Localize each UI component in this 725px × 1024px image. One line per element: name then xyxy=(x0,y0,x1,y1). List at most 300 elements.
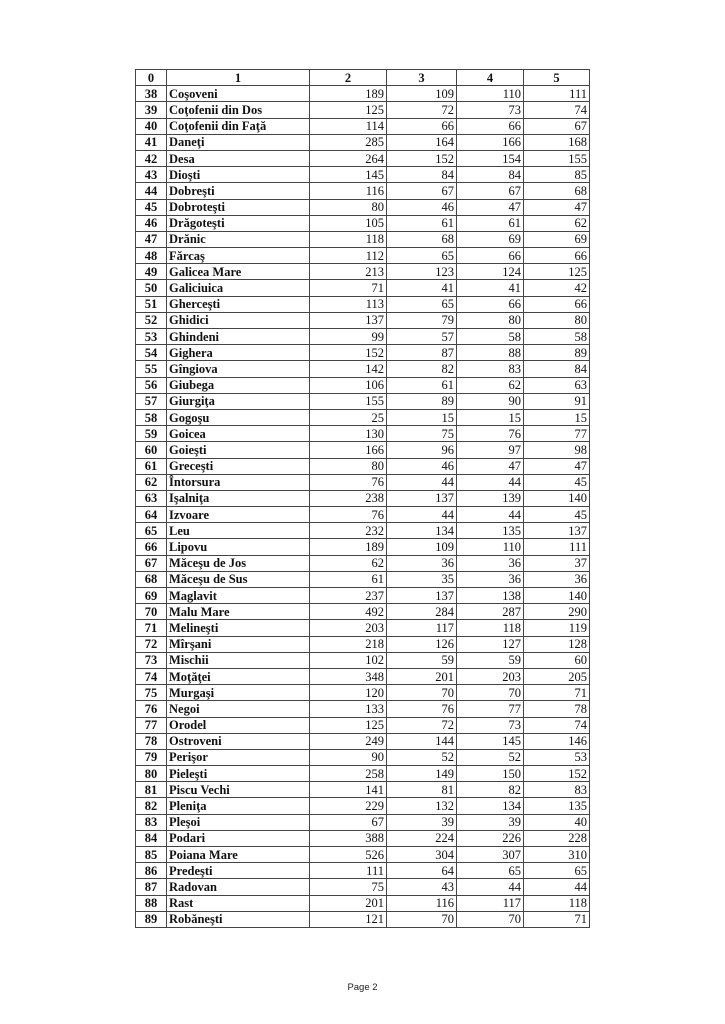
value-col-4-cell: 110 xyxy=(457,539,524,555)
table-row xyxy=(136,766,590,782)
value-col-5-cell: 67 xyxy=(524,118,590,134)
locality-name-cell: Giurgiţa xyxy=(167,393,310,409)
table-row xyxy=(136,652,590,668)
table-row xyxy=(136,895,590,911)
locality-name-cell: Galiciuica xyxy=(167,280,310,296)
value-col-4-cell: 307 xyxy=(457,847,524,863)
value-col-5-cell: 137 xyxy=(524,523,590,539)
table-row xyxy=(136,847,590,863)
value-col-2-cell: 348 xyxy=(310,668,387,684)
value-col-3-cell: 52 xyxy=(387,749,457,765)
value-col-3-cell: 61 xyxy=(387,215,457,231)
value-col-5-cell: 78 xyxy=(524,701,590,717)
value-col-5-cell: 98 xyxy=(524,442,590,458)
table-row xyxy=(136,879,590,895)
row-index-cell: 42 xyxy=(136,150,167,166)
value-col-5-cell: 71 xyxy=(524,685,590,701)
value-col-2-cell: 218 xyxy=(310,636,387,652)
value-col-4-cell: 61 xyxy=(457,215,524,231)
value-col-3-cell: 66 xyxy=(387,118,457,134)
table-row xyxy=(136,167,590,183)
table-row xyxy=(136,782,590,798)
value-col-4-cell: 88 xyxy=(457,345,524,361)
value-col-4-cell: 47 xyxy=(457,199,524,215)
value-col-3-cell: 224 xyxy=(387,830,457,846)
locality-name-cell: Întorsura xyxy=(167,474,310,490)
value-col-4-cell: 83 xyxy=(457,361,524,377)
value-col-5-cell: 119 xyxy=(524,620,590,636)
value-col-3-cell: 89 xyxy=(387,393,457,409)
table-row xyxy=(136,814,590,830)
value-col-4-cell: 44 xyxy=(457,507,524,523)
header-col-0: 0 xyxy=(136,70,167,86)
table-row xyxy=(136,749,590,765)
value-col-4-cell: 65 xyxy=(457,863,524,879)
table-row xyxy=(136,523,590,539)
value-col-5-cell: 15 xyxy=(524,409,590,425)
row-index-cell: 54 xyxy=(136,345,167,361)
value-col-2-cell: 166 xyxy=(310,442,387,458)
value-col-2-cell: 116 xyxy=(310,183,387,199)
locality-name-cell: Goieşti xyxy=(167,442,310,458)
value-col-2-cell: 67 xyxy=(310,814,387,830)
locality-name-cell: Ghindeni xyxy=(167,329,310,345)
value-col-2-cell: 125 xyxy=(310,102,387,118)
value-col-4-cell: 203 xyxy=(457,668,524,684)
value-col-2-cell: 213 xyxy=(310,264,387,280)
table-row xyxy=(136,863,590,879)
value-col-2-cell: 105 xyxy=(310,215,387,231)
value-col-3-cell: 65 xyxy=(387,296,457,312)
value-col-4-cell: 135 xyxy=(457,523,524,539)
table-row xyxy=(136,393,590,409)
value-col-2-cell: 137 xyxy=(310,312,387,328)
value-col-2-cell: 102 xyxy=(310,652,387,668)
row-index-cell: 71 xyxy=(136,620,167,636)
row-index-cell: 64 xyxy=(136,507,167,523)
table-row xyxy=(136,312,590,328)
locality-name-cell: Maglavit xyxy=(167,588,310,604)
row-index-cell: 74 xyxy=(136,668,167,684)
row-index-cell: 69 xyxy=(136,588,167,604)
value-col-3-cell: 116 xyxy=(387,895,457,911)
value-col-3-cell: 43 xyxy=(387,879,457,895)
value-col-3-cell: 72 xyxy=(387,102,457,118)
header-col-3: 3 xyxy=(387,70,457,86)
value-col-5-cell: 77 xyxy=(524,426,590,442)
table-row xyxy=(136,588,590,604)
value-col-5-cell: 71 xyxy=(524,911,590,927)
value-col-5-cell: 85 xyxy=(524,167,590,183)
value-col-3-cell: 57 xyxy=(387,329,457,345)
value-col-3-cell: 126 xyxy=(387,636,457,652)
value-col-4-cell: 82 xyxy=(457,782,524,798)
value-col-2-cell: 61 xyxy=(310,571,387,587)
value-col-4-cell: 97 xyxy=(457,442,524,458)
table-row xyxy=(136,571,590,587)
value-col-2-cell: 145 xyxy=(310,167,387,183)
value-col-5-cell: 140 xyxy=(524,588,590,604)
row-index-cell: 61 xyxy=(136,458,167,474)
locality-name-cell: Drăgoteşti xyxy=(167,215,310,231)
value-col-3-cell: 35 xyxy=(387,571,457,587)
value-col-3-cell: 137 xyxy=(387,588,457,604)
value-col-3-cell: 72 xyxy=(387,717,457,733)
value-col-5-cell: 65 xyxy=(524,863,590,879)
value-col-4-cell: 76 xyxy=(457,426,524,442)
locality-name-cell: Pieleşti xyxy=(167,766,310,782)
row-index-cell: 83 xyxy=(136,814,167,830)
row-index-cell: 82 xyxy=(136,798,167,814)
value-col-3-cell: 64 xyxy=(387,863,457,879)
value-col-3-cell: 70 xyxy=(387,685,457,701)
value-col-3-cell: 44 xyxy=(387,507,457,523)
locality-name-cell: Dioşti xyxy=(167,167,310,183)
value-col-2-cell: 249 xyxy=(310,733,387,749)
table-row xyxy=(136,183,590,199)
row-index-cell: 86 xyxy=(136,863,167,879)
value-col-4-cell: 66 xyxy=(457,118,524,134)
value-col-3-cell: 82 xyxy=(387,361,457,377)
table-body xyxy=(136,86,590,928)
value-col-2-cell: 232 xyxy=(310,523,387,539)
table-row xyxy=(136,296,590,312)
value-col-3-cell: 201 xyxy=(387,668,457,684)
table-row xyxy=(136,102,590,118)
value-col-3-cell: 39 xyxy=(387,814,457,830)
value-col-2-cell: 264 xyxy=(310,150,387,166)
row-index-cell: 89 xyxy=(136,911,167,927)
value-col-5-cell: 228 xyxy=(524,830,590,846)
value-col-5-cell: 146 xyxy=(524,733,590,749)
value-col-2-cell: 80 xyxy=(310,199,387,215)
value-col-3-cell: 68 xyxy=(387,231,457,247)
row-index-cell: 45 xyxy=(136,199,167,215)
table-row xyxy=(136,426,590,442)
table-row xyxy=(136,377,590,393)
value-col-2-cell: 113 xyxy=(310,296,387,312)
locality-name-cell: Dobroteşti xyxy=(167,199,310,215)
value-col-3-cell: 132 xyxy=(387,798,457,814)
value-col-3-cell: 149 xyxy=(387,766,457,782)
locality-name-cell: Leu xyxy=(167,523,310,539)
table-row xyxy=(136,555,590,571)
table-row xyxy=(136,539,590,555)
locality-name-cell: Podari xyxy=(167,830,310,846)
row-index-cell: 56 xyxy=(136,377,167,393)
value-col-3-cell: 109 xyxy=(387,539,457,555)
table-row xyxy=(136,134,590,150)
locality-name-cell: Pleniţa xyxy=(167,798,310,814)
locality-name-cell: Goicea xyxy=(167,426,310,442)
table-row xyxy=(136,490,590,506)
row-index-cell: 48 xyxy=(136,248,167,264)
table-row xyxy=(136,329,590,345)
value-col-5-cell: 84 xyxy=(524,361,590,377)
row-index-cell: 67 xyxy=(136,555,167,571)
value-col-2-cell: 114 xyxy=(310,118,387,134)
row-index-cell: 68 xyxy=(136,571,167,587)
value-col-5-cell: 111 xyxy=(524,539,590,555)
locality-name-cell: Melineşti xyxy=(167,620,310,636)
value-col-4-cell: 66 xyxy=(457,248,524,264)
value-col-4-cell: 287 xyxy=(457,604,524,620)
row-index-cell: 57 xyxy=(136,393,167,409)
table-header-row xyxy=(136,70,590,86)
locality-name-cell: Desa xyxy=(167,150,310,166)
value-col-5-cell: 60 xyxy=(524,652,590,668)
locality-name-cell: Gherceşti xyxy=(167,296,310,312)
value-col-5-cell: 89 xyxy=(524,345,590,361)
value-col-2-cell: 62 xyxy=(310,555,387,571)
value-col-3-cell: 164 xyxy=(387,134,457,150)
value-col-4-cell: 69 xyxy=(457,231,524,247)
value-col-4-cell: 58 xyxy=(457,329,524,345)
value-col-5-cell: 62 xyxy=(524,215,590,231)
value-col-2-cell: 25 xyxy=(310,409,387,425)
row-index-cell: 47 xyxy=(136,231,167,247)
locality-name-cell: Coţofenii din Dos xyxy=(167,102,310,118)
value-col-5-cell: 128 xyxy=(524,636,590,652)
value-col-5-cell: 53 xyxy=(524,749,590,765)
value-col-3-cell: 109 xyxy=(387,86,457,102)
header-col-5: 5 xyxy=(524,70,590,86)
locality-name-cell: Piscu Vechi xyxy=(167,782,310,798)
table-row xyxy=(136,231,590,247)
value-col-4-cell: 127 xyxy=(457,636,524,652)
value-col-4-cell: 66 xyxy=(457,296,524,312)
table-row xyxy=(136,733,590,749)
row-index-cell: 75 xyxy=(136,685,167,701)
value-col-5-cell: 205 xyxy=(524,668,590,684)
value-col-3-cell: 123 xyxy=(387,264,457,280)
table-row xyxy=(136,911,590,927)
value-col-4-cell: 70 xyxy=(457,685,524,701)
table-row xyxy=(136,701,590,717)
locality-name-cell: Perişor xyxy=(167,749,310,765)
value-col-4-cell: 84 xyxy=(457,167,524,183)
value-col-2-cell: 388 xyxy=(310,830,387,846)
table-row xyxy=(136,345,590,361)
table-row xyxy=(136,442,590,458)
locality-name-cell: Măceşu de Jos xyxy=(167,555,310,571)
row-index-cell: 38 xyxy=(136,86,167,102)
value-col-2-cell: 155 xyxy=(310,393,387,409)
value-col-5-cell: 45 xyxy=(524,474,590,490)
locality-name-cell: Malu Mare xyxy=(167,604,310,620)
value-col-3-cell: 79 xyxy=(387,312,457,328)
row-index-cell: 49 xyxy=(136,264,167,280)
row-index-cell: 84 xyxy=(136,830,167,846)
row-index-cell: 40 xyxy=(136,118,167,134)
locality-name-cell: Daneţi xyxy=(167,134,310,150)
table-row xyxy=(136,86,590,102)
value-col-5-cell: 74 xyxy=(524,102,590,118)
value-col-2-cell: 130 xyxy=(310,426,387,442)
value-col-3-cell: 67 xyxy=(387,183,457,199)
row-index-cell: 87 xyxy=(136,879,167,895)
value-col-2-cell: 90 xyxy=(310,749,387,765)
value-col-3-cell: 76 xyxy=(387,701,457,717)
locality-name-cell: Coşoveni xyxy=(167,86,310,102)
value-col-2-cell: 526 xyxy=(310,847,387,863)
page-number: Page 2 xyxy=(347,982,378,993)
value-col-4-cell: 166 xyxy=(457,134,524,150)
row-index-cell: 58 xyxy=(136,409,167,425)
value-col-4-cell: 47 xyxy=(457,458,524,474)
value-col-4-cell: 145 xyxy=(457,733,524,749)
data-table xyxy=(135,69,590,928)
value-col-4-cell: 52 xyxy=(457,749,524,765)
row-index-cell: 60 xyxy=(136,442,167,458)
locality-name-cell: Mischii xyxy=(167,652,310,668)
value-col-2-cell: 71 xyxy=(310,280,387,296)
table-row xyxy=(136,409,590,425)
value-col-4-cell: 124 xyxy=(457,264,524,280)
locality-name-cell: Gighera xyxy=(167,345,310,361)
row-index-cell: 70 xyxy=(136,604,167,620)
value-col-4-cell: 44 xyxy=(457,474,524,490)
row-index-cell: 78 xyxy=(136,733,167,749)
header-col-1: 1 xyxy=(167,70,310,86)
value-col-5-cell: 40 xyxy=(524,814,590,830)
row-index-cell: 52 xyxy=(136,312,167,328)
value-col-2-cell: 189 xyxy=(310,86,387,102)
value-col-2-cell: 99 xyxy=(310,329,387,345)
value-col-5-cell: 47 xyxy=(524,199,590,215)
locality-name-cell: Lipovu xyxy=(167,539,310,555)
value-col-5-cell: 37 xyxy=(524,555,590,571)
value-col-5-cell: 152 xyxy=(524,766,590,782)
locality-name-cell: Negoi xyxy=(167,701,310,717)
value-col-4-cell: 41 xyxy=(457,280,524,296)
value-col-3-cell: 46 xyxy=(387,458,457,474)
value-col-3-cell: 152 xyxy=(387,150,457,166)
row-index-cell: 43 xyxy=(136,167,167,183)
locality-name-cell: Ostroveni xyxy=(167,733,310,749)
value-col-4-cell: 134 xyxy=(457,798,524,814)
value-col-4-cell: 77 xyxy=(457,701,524,717)
value-col-3-cell: 304 xyxy=(387,847,457,863)
row-index-cell: 59 xyxy=(136,426,167,442)
value-col-4-cell: 36 xyxy=(457,555,524,571)
value-col-5-cell: 125 xyxy=(524,264,590,280)
header-col-2: 2 xyxy=(310,70,387,86)
row-index-cell: 88 xyxy=(136,895,167,911)
value-col-5-cell: 66 xyxy=(524,248,590,264)
locality-name-cell: Robăneşti xyxy=(167,911,310,927)
value-col-2-cell: 238 xyxy=(310,490,387,506)
table-row xyxy=(136,830,590,846)
value-col-3-cell: 65 xyxy=(387,248,457,264)
locality-name-cell: Poiana Mare xyxy=(167,847,310,863)
value-col-3-cell: 284 xyxy=(387,604,457,620)
value-col-4-cell: 150 xyxy=(457,766,524,782)
value-col-5-cell: 168 xyxy=(524,134,590,150)
row-index-cell: 63 xyxy=(136,490,167,506)
row-index-cell: 77 xyxy=(136,717,167,733)
table-row xyxy=(136,215,590,231)
value-col-4-cell: 62 xyxy=(457,377,524,393)
locality-name-cell: Işalniţa xyxy=(167,490,310,506)
value-col-4-cell: 90 xyxy=(457,393,524,409)
value-col-5-cell: 290 xyxy=(524,604,590,620)
locality-name-cell: Radovan xyxy=(167,879,310,895)
value-col-4-cell: 36 xyxy=(457,571,524,587)
row-index-cell: 85 xyxy=(136,847,167,863)
table-row xyxy=(136,620,590,636)
value-col-2-cell: 106 xyxy=(310,377,387,393)
value-col-2-cell: 201 xyxy=(310,895,387,911)
value-col-3-cell: 61 xyxy=(387,377,457,393)
locality-name-cell: Rast xyxy=(167,895,310,911)
value-col-3-cell: 70 xyxy=(387,911,457,927)
value-col-2-cell: 237 xyxy=(310,588,387,604)
row-index-cell: 46 xyxy=(136,215,167,231)
value-col-4-cell: 67 xyxy=(457,183,524,199)
value-col-5-cell: 91 xyxy=(524,393,590,409)
locality-name-cell: Moţăţei xyxy=(167,668,310,684)
value-col-4-cell: 15 xyxy=(457,409,524,425)
value-col-4-cell: 73 xyxy=(457,102,524,118)
value-col-2-cell: 80 xyxy=(310,458,387,474)
table-row xyxy=(136,507,590,523)
value-col-2-cell: 76 xyxy=(310,474,387,490)
value-col-4-cell: 226 xyxy=(457,830,524,846)
table-row xyxy=(136,458,590,474)
table-row xyxy=(136,636,590,652)
value-col-4-cell: 139 xyxy=(457,490,524,506)
row-index-cell: 72 xyxy=(136,636,167,652)
row-index-cell: 41 xyxy=(136,134,167,150)
row-index-cell: 80 xyxy=(136,766,167,782)
locality-name-cell: Fărcaş xyxy=(167,248,310,264)
row-index-cell: 51 xyxy=(136,296,167,312)
value-col-5-cell: 42 xyxy=(524,280,590,296)
value-col-3-cell: 81 xyxy=(387,782,457,798)
row-index-cell: 39 xyxy=(136,102,167,118)
table-row xyxy=(136,798,590,814)
table-row xyxy=(136,248,590,264)
value-col-5-cell: 135 xyxy=(524,798,590,814)
value-col-5-cell: 310 xyxy=(524,847,590,863)
locality-name-cell: Pleşoi xyxy=(167,814,310,830)
value-col-3-cell: 84 xyxy=(387,167,457,183)
table-row xyxy=(136,280,590,296)
row-index-cell: 73 xyxy=(136,652,167,668)
table-row xyxy=(136,199,590,215)
value-col-3-cell: 134 xyxy=(387,523,457,539)
table-row xyxy=(136,474,590,490)
value-col-5-cell: 45 xyxy=(524,507,590,523)
row-index-cell: 44 xyxy=(136,183,167,199)
value-col-5-cell: 69 xyxy=(524,231,590,247)
value-col-3-cell: 59 xyxy=(387,652,457,668)
value-col-4-cell: 70 xyxy=(457,911,524,927)
row-index-cell: 53 xyxy=(136,329,167,345)
value-col-4-cell: 117 xyxy=(457,895,524,911)
locality-name-cell: Măceşu de Sus xyxy=(167,571,310,587)
row-index-cell: 65 xyxy=(136,523,167,539)
value-col-5-cell: 74 xyxy=(524,717,590,733)
table-row xyxy=(136,668,590,684)
locality-name-cell: Izvoare xyxy=(167,507,310,523)
value-col-2-cell: 75 xyxy=(310,879,387,895)
value-col-2-cell: 120 xyxy=(310,685,387,701)
value-col-4-cell: 154 xyxy=(457,150,524,166)
value-col-4-cell: 118 xyxy=(457,620,524,636)
locality-name-cell: Gîngiova xyxy=(167,361,310,377)
